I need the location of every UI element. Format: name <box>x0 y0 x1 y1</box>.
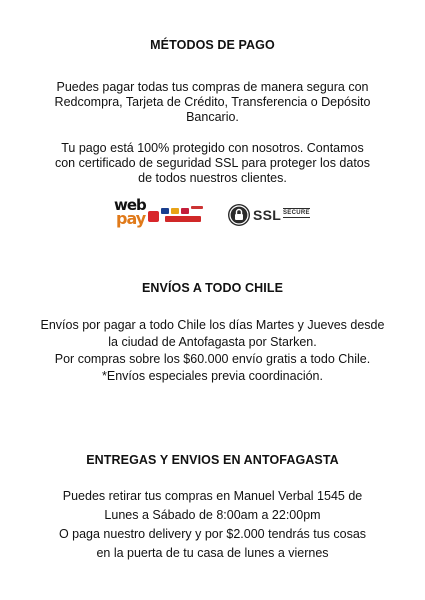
card-brands-icon <box>161 206 205 224</box>
shipping-line: *Envíos especiales previa coordinación. <box>102 369 323 383</box>
payment-intro-line: Redcompra, Tarjeta de Crédito, Transferencia o Depósito <box>54 95 371 109</box>
delivery-line: Puedes retirar tus compras en Manuel Verbal 1545 de <box>62 489 363 503</box>
payment-intro-line: Bancario. <box>186 110 239 124</box>
delivery-line: Lunes a Sábado de 8:00am a 22:00pm <box>104 508 321 522</box>
payment-security-line: con certificado de seguridad SSL para proteger los datos <box>54 156 370 170</box>
shipping-text <box>20 317 405 385</box>
shipping-line: Por compras sobre los $60.000 envío gratis a todo Chile. <box>54 352 371 366</box>
ssl-secure-logo <box>228 204 310 230</box>
payment-intro-line: Puedes pagar todas tus compras de manera segura con <box>56 80 369 94</box>
delivery-text <box>20 487 405 563</box>
lock-icon <box>228 204 250 226</box>
delivery-line: O paga nuestro delivery y por $2.000 tendrás tus cosas <box>58 527 367 541</box>
webpay-wordmark <box>114 198 146 226</box>
payment-security-text <box>20 141 405 186</box>
shipping-line: Envíos por pagar a todo Chile los días Martes y Jueves desde <box>40 318 385 332</box>
payment-logos <box>0 198 425 236</box>
webpay-web-text: web <box>114 196 146 214</box>
payment-intro <box>20 80 405 125</box>
webpay-logo <box>114 198 206 234</box>
payment-security-line: de todos nuestros clientes. <box>138 171 287 185</box>
ssl-label: SSL <box>253 207 282 223</box>
delivery-title: ENTREGAS Y ENVIOS EN ANTOFAGASTA <box>86 453 339 467</box>
shipping-title: ENVÍOS A TODO CHILE <box>141 281 284 295</box>
payment-title: MÉTODOS DE PAGO <box>150 38 275 52</box>
ssl-secure-label: SECURE <box>283 210 310 216</box>
delivery-line: en la puerta de tu casa de lunes a viernes <box>96 546 329 560</box>
webpay-pay-text: pay <box>116 209 146 228</box>
shipping-line: la ciudad de Antofagasta por Starken. <box>108 335 317 349</box>
webpay-plus-badge-icon <box>148 211 159 222</box>
payment-security-line: Tu pago está 100% protegido con nosotros. Contamos <box>61 141 364 155</box>
